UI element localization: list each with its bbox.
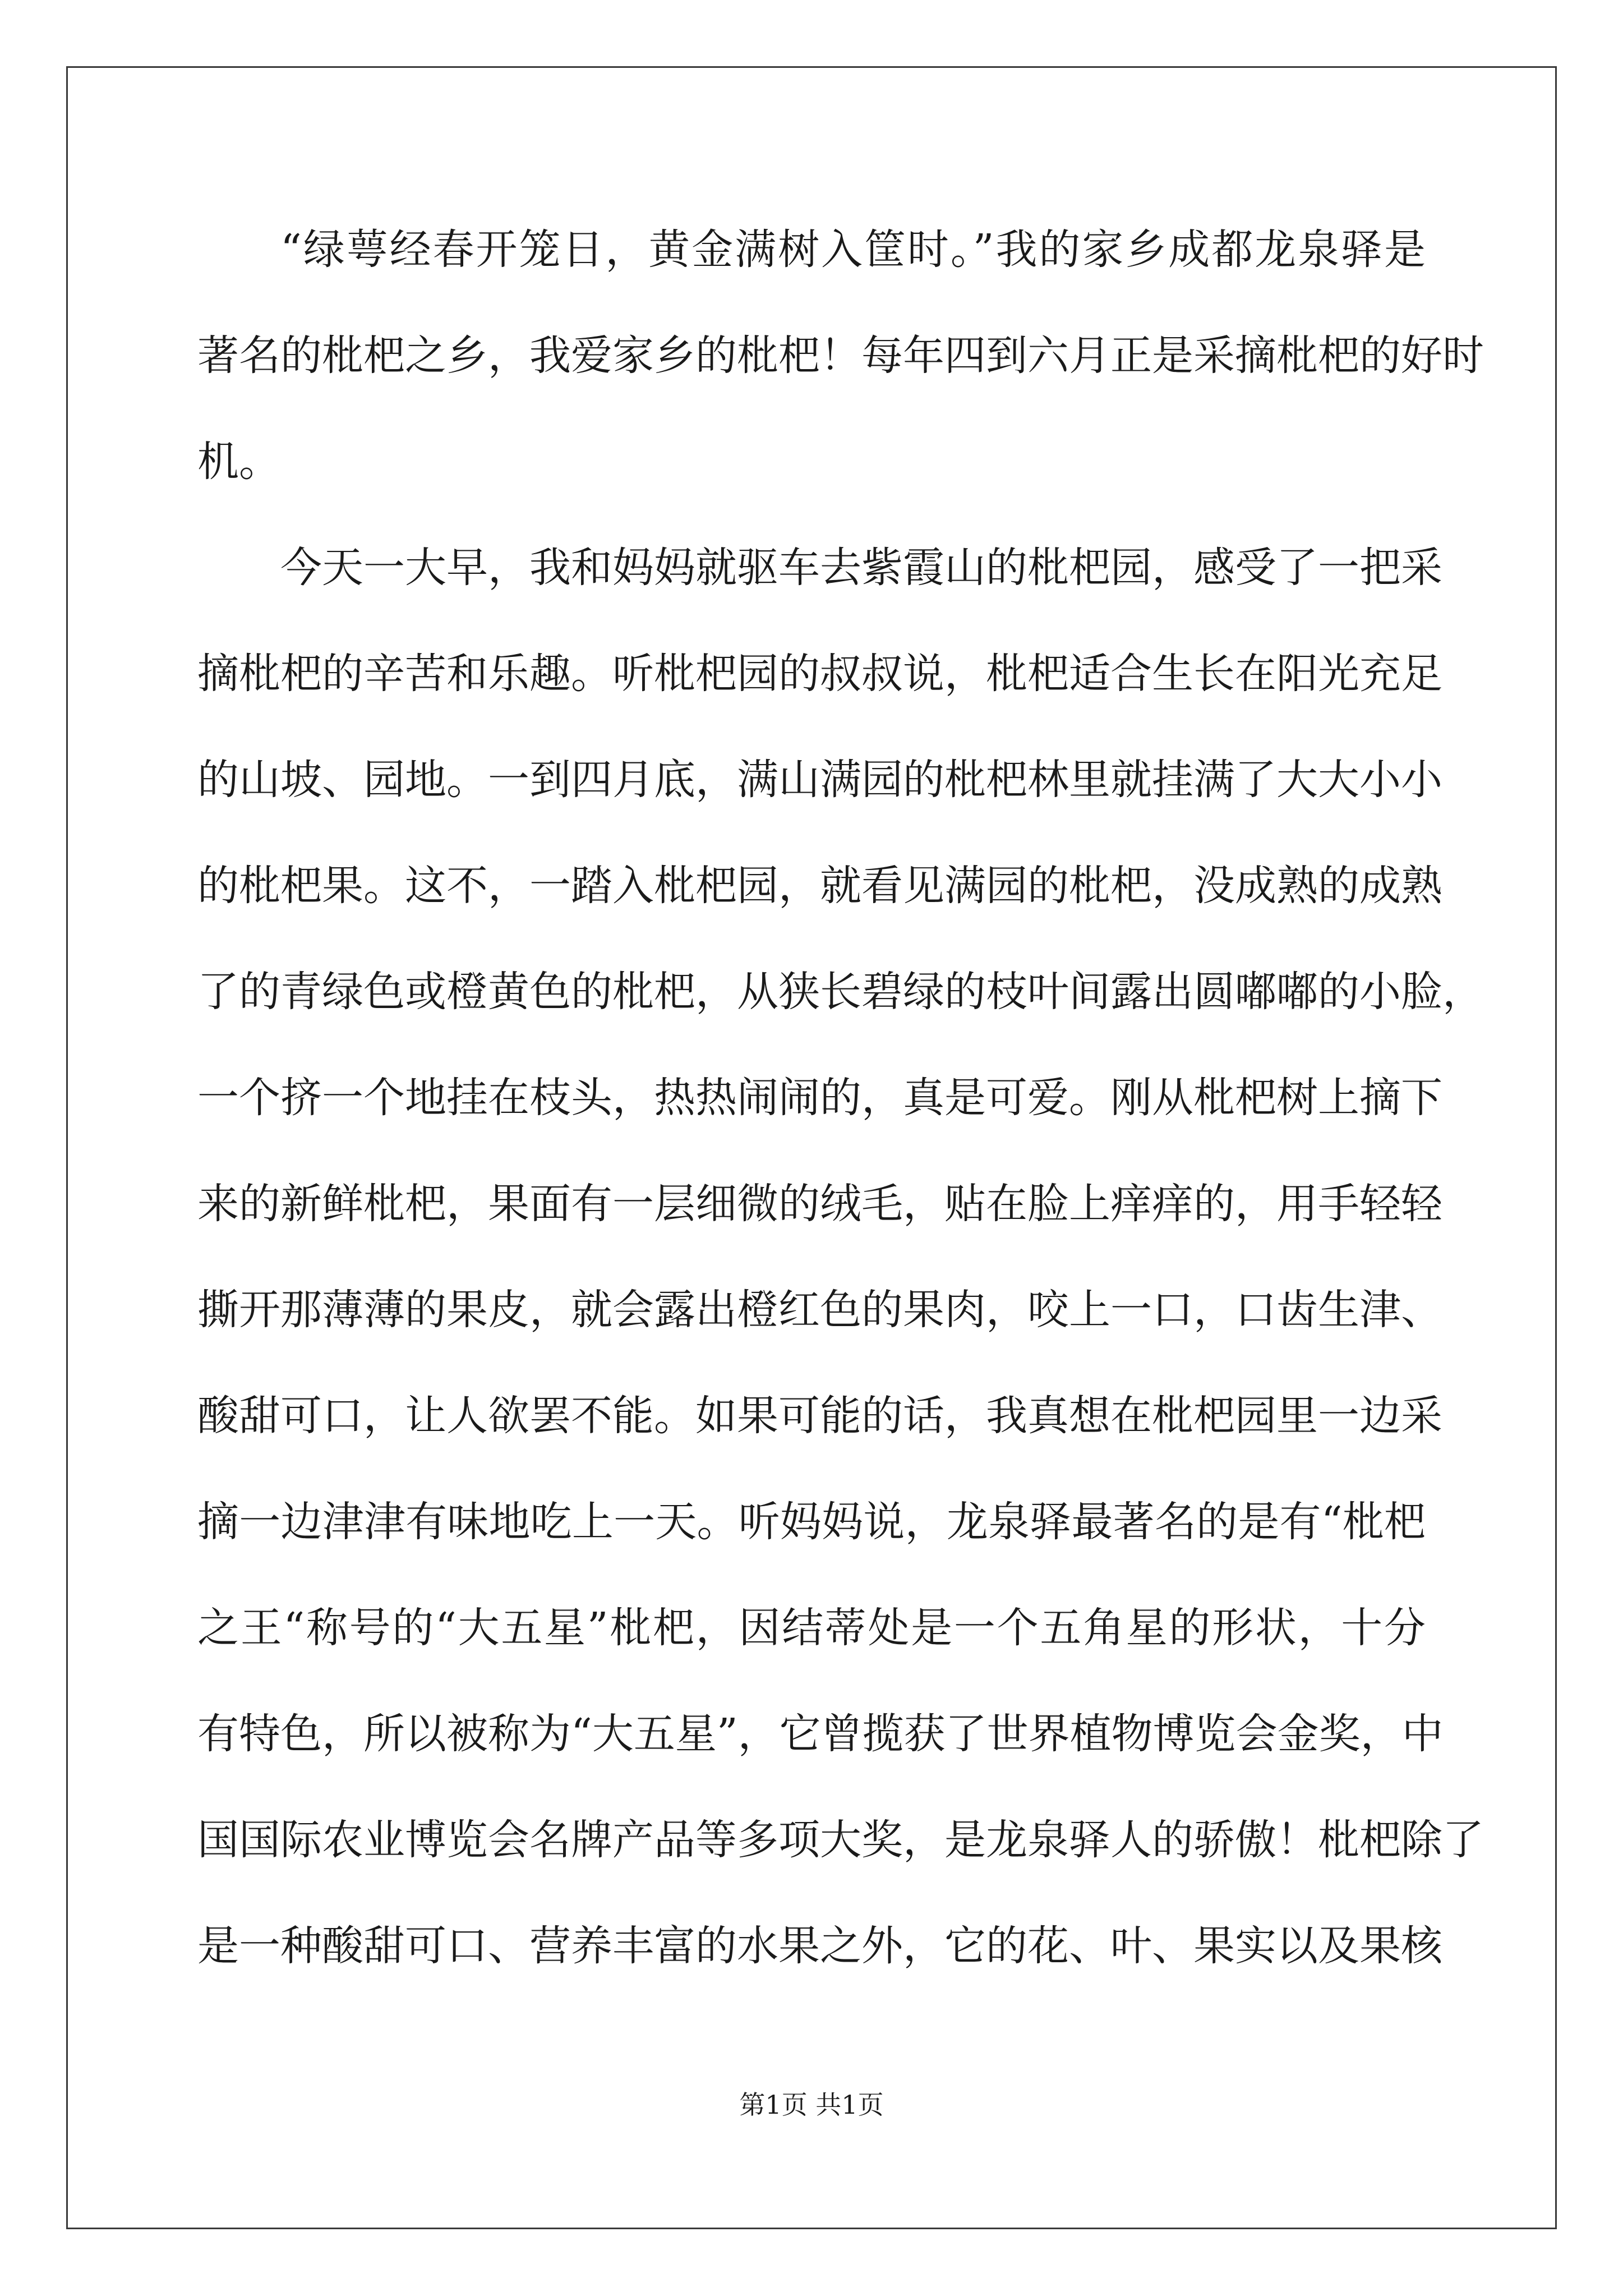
text-line: 之王“称号的“大五星”枇杷，因结蒂处是一个五角星的形状，十分: [197, 1604, 1426, 1652]
text-line: 今天一大早，我和妈妈就驱车去紫霞山的枇杷园，感受了一把采: [280, 544, 1442, 592]
text-line: 来的新鲜枇杷，果面有一层细微的绒毛，贴在脸上痒痒的，用手轻轻: [197, 1180, 1442, 1228]
page-number-footer: 第1页 共1页: [739, 2090, 884, 2120]
text-line: 摘枇杷的辛苦和乐趣。听枇杷园的叔叔说，枇杷适合生长在阳光充足: [197, 650, 1442, 698]
text-line: 摘一边津津有味地吃上一天。听妈妈说，龙泉驿最著名的是有“枇杷: [197, 1498, 1426, 1546]
text-line: 一个挤一个地挂在枝头，热热闹闹的，真是可爱。刚从枇杷树上摘下: [197, 1074, 1442, 1122]
text-line: 有特色，所以被称为“大五星”，它曾揽获了世界植物博览会金奖，中: [197, 1710, 1444, 1758]
text-line: 酸甜可口，让人欲罢不能。如果可能的话，我真想在枇杷园里一边采: [197, 1392, 1442, 1440]
text-line: 的山坡、园地。一到四月底，满山满园的枇杷林里就挂满了大大小小: [197, 756, 1442, 804]
text-line: 的枇杷果。这不，一踏入枇杷园，就看见满园的枇杷，没成熟的成熟: [197, 862, 1442, 910]
text-line: 国国际农业博览会名牌产品等多项大奖，是龙泉驿人的骄傲！枇杷除了: [197, 1816, 1484, 1864]
text-line: 著名的枇杷之乡，我爱家乡的枇杷！每年四到六月正是采摘枇杷的好时: [197, 332, 1484, 380]
text-line: 机。: [197, 438, 280, 486]
text-line: 是一种酸甜可口、营养丰富的水果之外，它的花、叶、果实以及果核: [197, 1922, 1442, 1970]
text-line: 撕开那薄薄的果皮，就会露出橙红色的果肉，咬上一口，口齿生津、: [197, 1286, 1442, 1334]
essay-body: [197, 219, 1484, 2021]
text-line: “绿萼经春开笼日，黄金满树入筐时。”我的家乡成都龙泉驿是: [280, 226, 1426, 274]
text-line: 了的青绿色或橙黄色的枇杷，从狭长碧绿的枝叶间露出圆嘟嘟的小脸，: [197, 968, 1484, 1016]
